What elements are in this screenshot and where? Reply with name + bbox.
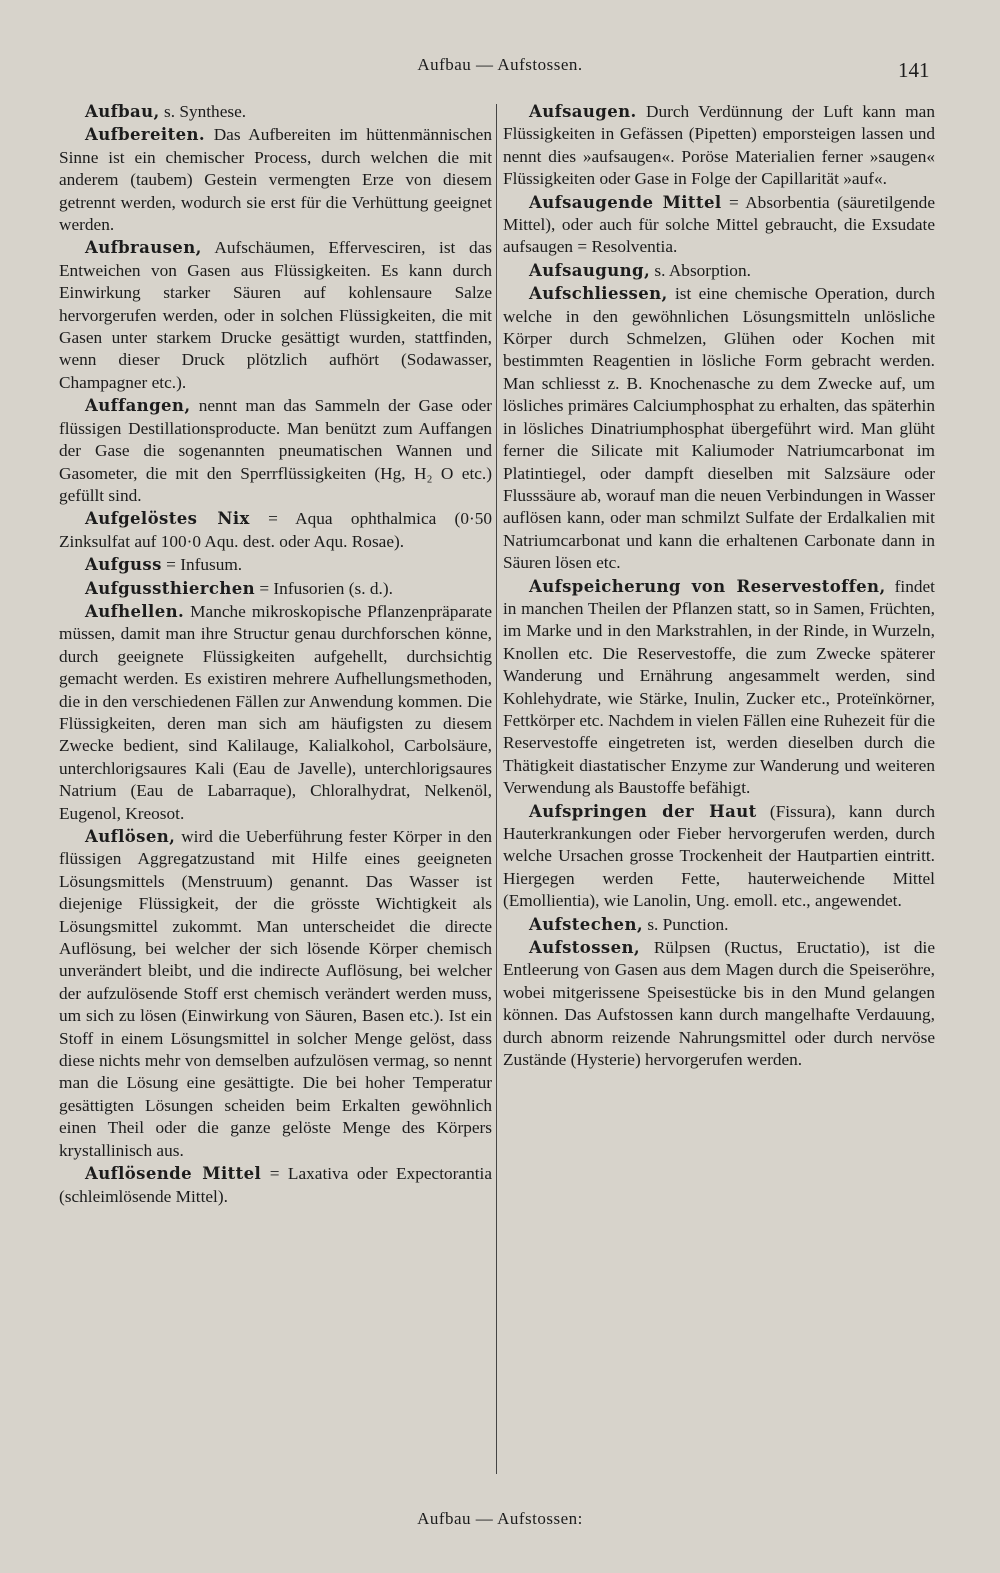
headword: Auffangen, (85, 396, 191, 416)
entry (59, 395, 492, 507)
entry-text: s. Absorption. (650, 260, 751, 280)
headword: Aufsaugen. (529, 102, 637, 121)
headword: Auflösende Mittel (85, 1164, 262, 1184)
entry-text: (Fissura), kann durch Hauterkrankungen oder Fieber hervorgerufen werden, durch welche Ursachen grosse Trockenheit der Hautpartien eintritt. Hiergegen werden Fette, hauterweichende Mittel (Emollientia), wie Lanolin, Ung. emoll. etc., angewendet. (503, 801, 935, 911)
right-column (503, 101, 935, 1072)
entry-text: = Infusorien (s. d.). (255, 578, 393, 598)
headword: Aufstechen, (529, 914, 643, 934)
headword: Aufsaugung, (529, 260, 651, 280)
entry (59, 1163, 492, 1208)
entry (59, 578, 492, 600)
headword: Aufschliessen, (529, 284, 668, 304)
entry (59, 237, 492, 394)
entry-text: Rülpsen (Ructus, Eructatio), ist die Entleerung von Gasen aus dem Magen durch die Speiseröhre, wobei mitgerissene Speisestücke bis in den Mund gelangen können. Das Aufstossen kann durch mangelhafte Verdauung, durch abnorm reizende Nahrungsmittel oder durch nervöse Zustände (Hysterie) hervorgerufen werden. (503, 938, 935, 1070)
entry-text: s. Synthese. (159, 102, 247, 121)
entry (503, 914, 935, 936)
entry-text: Durch Verdünnung der Luft kann man Flüssigkeiten in Gefässen (Pipetten) emporsteigen lassen und nennt dies »aufsaugen«. Poröse Materialien ferner »saugen« Flüssigkeiten oder Gase in Folge der Capillarität »auf«. (503, 102, 935, 189)
entry (503, 101, 935, 191)
entry-text: nennt man das Sammeln der Gase oder flüssigen Destillationsproducte. Man benützt zum Auffangen der Gase die sogenannten pneumatischen Wannen und Gasometer, die mit den Sperrflüssigkeiten (Hg, H₂ O etc.) gefüllt sind. (59, 396, 492, 505)
entry (59, 508, 492, 553)
entry-text: = Infusum. (161, 555, 243, 575)
entry (503, 283, 935, 574)
headword: Aufbau, (85, 102, 160, 121)
page-number: 141 (898, 58, 930, 82)
left-column (59, 101, 492, 1209)
headword: Aufspeicherung von Reservestoffen, (529, 576, 886, 596)
entry (503, 937, 935, 1071)
entry (503, 192, 935, 259)
entry (59, 101, 492, 123)
entry (59, 601, 492, 825)
entry-text: findet in manchen Theilen der Pflanzen statt, so in Samen, Früchten, im Marke und in den Markstrahlen, in der Rinde, in Wurzeln, Knollen etc. Die Reservestoffe, die zum Zwecke späterer Wanderung und Ernährung angesammelt werden, sind Kohlehydrate, wie Stärke, Inulin, Zucker etc., Proteïnkörner, Fettkörper etc. Nachdem in vielen Fällen eine Ruhezeit für die Reservestoffe eingetreten ist, werden dieselben durch die Thätigkeit diastatischer Enzyme zur Wanderung und weiteren Verwendung als Baustoffe befähigt. (503, 576, 935, 798)
headword: Auflösen, (85, 827, 176, 846)
entry-text: wird die Ueberführung fester Körper in den flüssigen Aggregatzustand mit Hilfe eines geeigneten Lösungsmittels (Menstruum) genannt. Das Wasser ist diejenige Flüssigkeit, der die grösste Wichtigkeit als Lösungsmittel zukommt. Man unterscheidet die directe Auflösung, bei welcher der sich lösende Körper chemisch unverändert bleibt, und die indirecte Auflösung, bei welcher der aufzulösende Stoff erst chemisch verändert werden muss, um sich zu lösen (Einwirkung von Säuren, Basen etc.). Ist ein Stoff in einem Lösungsmittel in solcher Menge gelöst, dass diese nichts mehr von demselben aufzulösen vermag, so nennt man die Lösung eine gesättigte. Die bei hoher Temperatur gesättigten Lösungen scheiden beim Erkalten gewöhnlich einen Theil oder die ganze gelöste Menge des Körpers krystallinisch aus. (59, 827, 492, 1160)
running-head: Aufbau — Aufstossen. (417, 55, 583, 74)
entry (59, 554, 492, 576)
headword: Aufgelöstes Nix (85, 509, 250, 529)
entry-text: Das Aufbereiten im hüttenmännischen Sinne ist ein chemischer Process, durch welchen die mit anderem (taubem) Gestein vermengten Erze von diesem getrennt werden, wodurch sie erst für die Verhüttung geeignet werden. (59, 125, 492, 235)
headword: Aufhellen. (85, 601, 185, 621)
column-divider (496, 104, 497, 1474)
entry (59, 124, 492, 236)
headword: Aufgussthierchen (85, 578, 256, 598)
headword: Aufsaugende Mittel (529, 192, 722, 212)
headword: Aufspringen der Haut (529, 801, 757, 821)
entry (503, 260, 935, 282)
entry-text: s. Punction. (643, 914, 729, 934)
entry-text: Aufschäumen, Effervesciren, ist das Entweichen von Gasen aus Flüssigkeiten. Es kann durch Einwirkung starker Säuren auf kohlensaure Salze hervorgerufen werden, oder in solchen Flüssigkeiten, die mit Gasen unter starkem Drucke gesättigt wurden, stattfinden, wenn dieser Druck plötzlich aufhört (Sodawasser, Champagner etc.). (59, 238, 492, 392)
headword: Aufguss (85, 555, 162, 575)
entry (503, 801, 935, 913)
bottom-running-text: Aufbau — Aufstossen: (417, 1509, 583, 1528)
entry (59, 826, 492, 1162)
headword: Aufbrausen, (85, 238, 202, 258)
entry-text: = Absorbentia (säuretilgende Mittel), oder auch für solche Mittel gebraucht, die Exsudate aufsaugen = Resolventia. (503, 192, 935, 257)
headword: Aufstossen, (529, 938, 641, 958)
entry-text: ist eine chemische Operation, durch welche in den gewöhnlichen Lösungsmitteln unlösliche Körper durch Schmelzen, Glühen oder Kochen mit bestimmten Reagentien in lösliche Form gebracht werden. Man schliesst z. B. Knochenasche zu dem Zwecke auf, um lösliches primäres Calciumphosphat zu erhalten, das späterhin in lösliches Dinatriumphosphat übergeführt wird. Man glüht ferner die Silicate mit Kaliumoder Natriumcarbonat im Platintiegel, oder dampft dieselben mit Salzsäure oder Flusssäure ab, worauf man die neuen Verbindungen in Wasser auflösen kann, oder man schmilzt Sulfate der Erdalkalien mit Natriumcarbonat und kann die erhaltenen Carbonate dann in Säuren lösen etc. (503, 284, 935, 573)
entry-text: Manche mikroskopische Pflanzenpräparate müssen, damit man ihre Structur genau durchforschen könne, durch geeignete Flüssigkeiten aufgehellt, durchsichtig gemacht werden. Es existiren mehrere Aufhellungsmethoden, die in den verschiedenen Fällen zur Anwendung kommen. Die Flüssigkeiten, deren man sich am häufigsten zu diesem Zwecke bedient, sind Kalilauge, Kalialkohol, Carbolsäure, unterchlorigsaures Kali (Eau de Javelle), unterchlorigsaures Natrium (Eau de Labarraque), Chloralhydrat, Nelkenöl, Eugenol, Kreosot. (59, 601, 492, 823)
entry-text: = Aqua ophthalmica (0·50 Zinksulfat auf 100·0 Aqu. dest. oder Aqu. Rosae). (59, 509, 492, 551)
entry-text: = Laxativa oder Expectorantia (schleimlösende Mittel). (59, 1164, 492, 1206)
entry (503, 576, 935, 800)
headword: Aufbereiten. (85, 125, 206, 145)
